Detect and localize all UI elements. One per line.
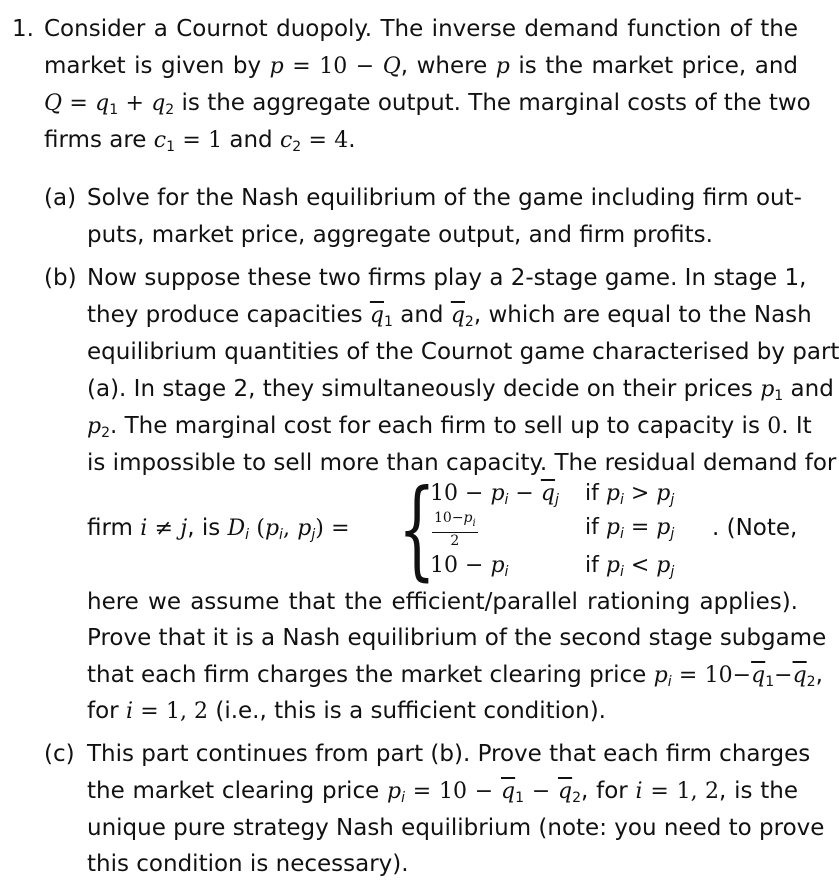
- part-b-label: (b): [44, 265, 77, 291]
- case-2-cond: if pi = pj: [585, 515, 675, 542]
- case-1-cond: if pi > pj: [585, 481, 675, 508]
- part-a-line-1: Solve for the Nash equilibrium of the game including firm out-: [87, 185, 802, 211]
- part-b-after-4: for i = 1, 2 (i.e., this is a sufficient condition).: [87, 698, 606, 724]
- left-brace: {: [398, 467, 436, 592]
- part-c-line-4: this condition is necessary).: [87, 851, 409, 877]
- part-b-line-4: (a). In stage 2, they simultaneously decide on their prices $p_1$ and: [87, 376, 834, 404]
- intro-line-3: $Q = q_1 + q_2$ is the aggregate output. The marginal costs of the two: [44, 90, 811, 118]
- intro-line-2: market is given by p = 10 − Q, where p is the market price, and: [44, 53, 799, 79]
- question-number: 1.: [12, 16, 34, 42]
- part-b-line-6: is impossible to sell more than capacity. The residual demand for: [87, 450, 837, 476]
- note-start: . (Note,: [712, 515, 798, 541]
- demand-prefix: firm i ≠ j, is Di (pi, pj) =: [87, 515, 350, 543]
- case-3-expr: 10 − pi: [430, 553, 509, 580]
- part-b-after-2: Prove that it is a Nash equilibrium of the second stage subgame: [87, 625, 827, 651]
- part-a-line-2: puts, market price, aggregate output, and firm profits.: [87, 222, 713, 248]
- case-1-expr: 10 − pi − $\overline{q}j$: [430, 481, 559, 508]
- case-2-expr: $\frac{10-p_i}{2}$: [434, 510, 476, 549]
- intro-line-1: Consider a Cournot duopoly. The inverse demand function of the: [44, 16, 798, 42]
- part-b-after-1: here we assume that the efficient/parallel rationing applies).: [87, 589, 798, 615]
- intro-line-4: firms are $c_1 = 1$ and $c_2 = 4$.: [44, 127, 356, 155]
- part-b-line-1: Now suppose these two firms play a 2-stage game. In stage 1,: [87, 265, 807, 291]
- case-3-cond: if pi < pj: [585, 553, 675, 580]
- part-c-line-3: unique pure strategy Nash equilibrium (note: you need to prove: [87, 815, 825, 841]
- part-c-line-1: This part continues from part (b). Prove that each firm charges: [87, 741, 811, 767]
- part-b-line-3: equilibrium quantities of the Cournot game characterised by part: [87, 339, 839, 365]
- part-b-line-5: $p_2$. The marginal cost for each firm to sell up to capacity is 0. It: [87, 413, 812, 441]
- part-a-label: (a): [44, 185, 77, 211]
- part-c-line-2: the market clearing price pi = $10 - \overline{q}_1 - \overline{q}_2$, for i = 1, 2, is the: [87, 778, 799, 806]
- part-b-after-3: that each firm charges the market clearing price pi = $10-\overline{q}_1-\overline{q}_2$,: [87, 662, 823, 690]
- part-c-label: (c): [44, 741, 75, 767]
- part-b-line-2: they produce capacities $\overline{q}_1$ and $\overline{q}_2$, which are equal to the Nash: [87, 302, 812, 330]
